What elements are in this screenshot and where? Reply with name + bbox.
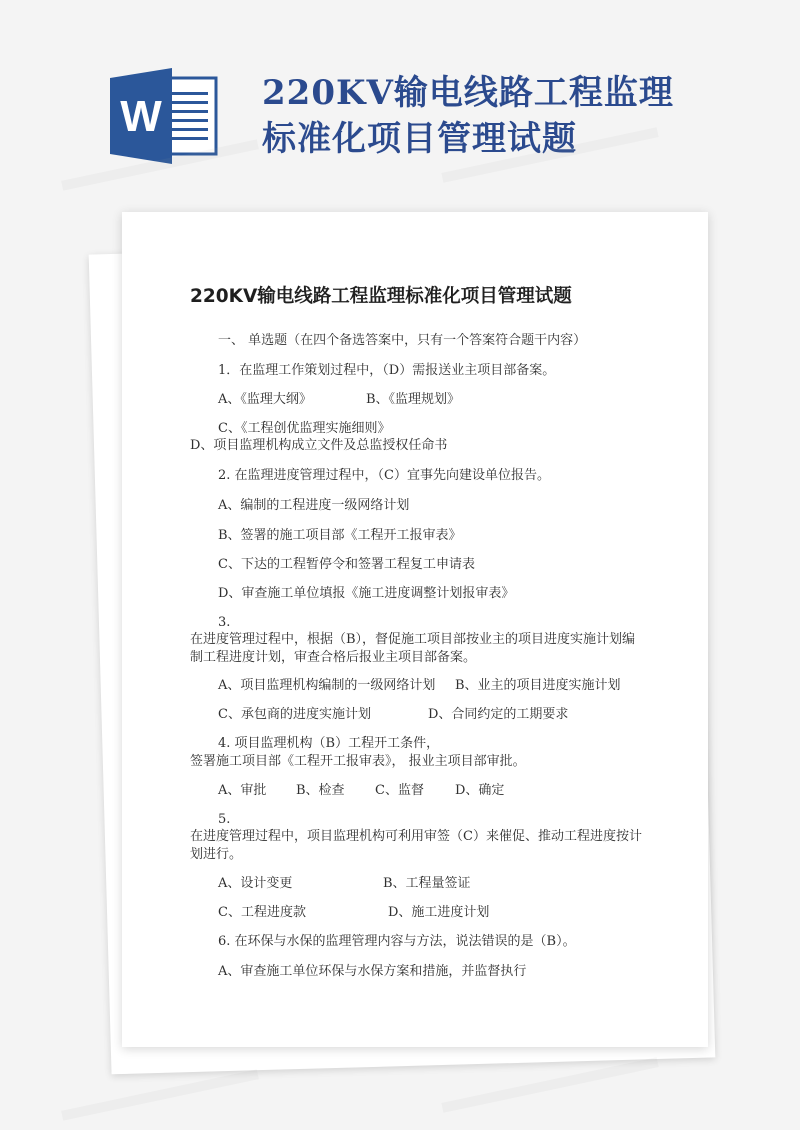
question-3-option-c: C、承包商的进度实施计划 (218, 707, 371, 722)
word-document-icon (110, 68, 222, 164)
question-4-stem-line1: 4. 项目监理机构（B）工程开工条件， (218, 736, 440, 751)
question-5-option-d: D、施工进度计划 (388, 905, 490, 920)
question-3-stem-line1: 在进度管理过程中，根据（B），督促施工项目部按业主的项目进度实施计划编 (190, 632, 636, 647)
question-3-option-d: D、合同约定的工期要求 (428, 707, 569, 722)
question-5-stem-line2: 划进行。 (190, 847, 243, 862)
question-3-option-a: A、项目监理机构编制的一级网络计划 (218, 678, 436, 693)
question-4-option-c: C、监督 (375, 783, 424, 798)
header-title-line2: 标准化项目管理试题 (262, 119, 577, 159)
question-2-option-c: C、下达的工程暂停令和签署工程复工申请表 (218, 557, 475, 572)
question-5-stem-line1: 在进度管理过程中，项目监理机构可利用审签（C）来催促、推动工程进度按计 (190, 829, 642, 844)
document-title: 220KV输电线路工程监理标准化项目管理试题 (190, 286, 572, 307)
question-1-option-d: D、项目监理机构成立文件及总监授权任命书 (190, 438, 448, 453)
word-logo-letter: W (120, 92, 162, 141)
question-5-number: 5. (218, 812, 231, 827)
watermark-mark (61, 1069, 259, 1120)
question-4-option-d: D、确定 (455, 783, 505, 798)
question-5-option-a: A、设计变更 (218, 876, 293, 891)
header-title-line1: 220KV输电线路工程监理 (262, 73, 674, 113)
question-1-option-c: C、《工程创优监理实施细则》 (218, 421, 391, 436)
question-5-option-c: C、工程进度款 (218, 905, 306, 920)
watermark-mark (441, 1057, 658, 1113)
question-1-stem: 1．在监理工作策划过程中，（D）需报送业主项目部备案。 (218, 363, 556, 378)
question-1-option-b: B、《监理规划》 (366, 392, 461, 407)
question-4-stem-line2: 签署施工项目部《工程开工报审表》， 报业主项目部审批。 (190, 754, 526, 769)
question-2-stem: 2. 在监理进度管理过程中，（C）宜事先向建设单位报告。 (218, 468, 550, 483)
header-title (262, 70, 674, 162)
question-2-option-b: B、签署的施工项目部《工程开工报审表》 (218, 528, 462, 543)
question-6-stem: 6. 在环保与水保的监理管理内容与方法，说法错误的是（B）。 (218, 934, 576, 949)
question-3-option-b: B、业主的项目进度实施计划 (455, 678, 621, 693)
question-6-option-a: A、审查施工单位环保与水保方案和措施，并监督执行 (218, 964, 527, 979)
question-4-option-b: B、检查 (296, 783, 345, 798)
question-2-option-a: A、编制的工程进度一级网络计划 (218, 498, 410, 513)
question-2-option-d: D、审查施工单位填报《施工进度调整计划报审表》 (218, 586, 515, 601)
question-3-number: 3. (218, 615, 231, 630)
question-4-option-a: A、审批 (218, 783, 267, 798)
section-heading: 一、 单选题（在四个备选答案中，只有一个答案符合题干内容） (218, 333, 587, 348)
question-3-stem-line2: 制工程进度计划，审查合格后报业主项目部备案。 (190, 650, 477, 665)
question-5-option-b: B、工程量签证 (383, 876, 471, 891)
question-1-option-a: A、《监理大纲》 (218, 392, 312, 407)
